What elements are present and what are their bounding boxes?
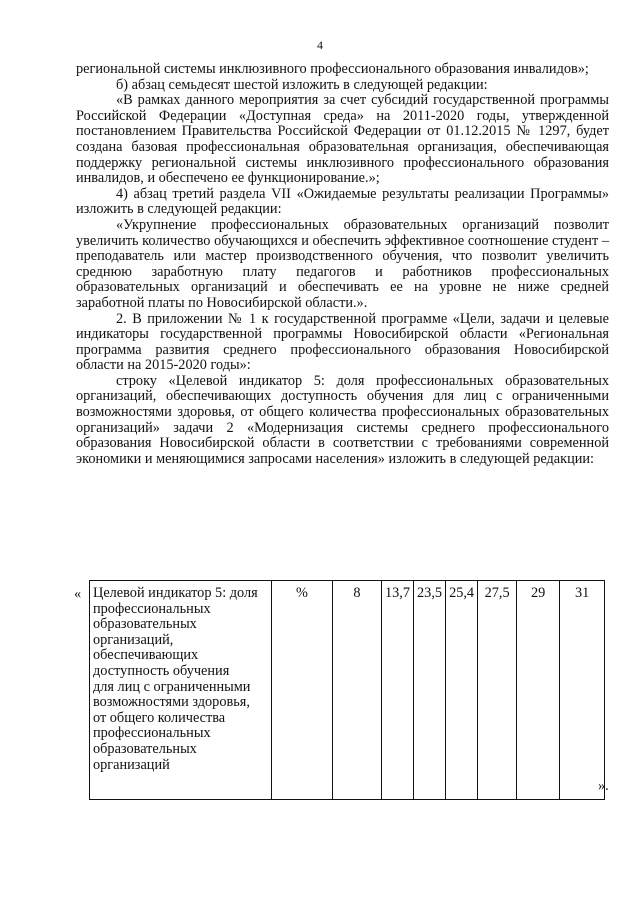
value-cell: 27,5 xyxy=(478,581,517,800)
indicator-name-line: организаций, xyxy=(93,631,174,648)
value-cell: 25,4 xyxy=(446,581,478,800)
indicator-name-line: профессиональных xyxy=(93,600,211,617)
indicator-name-line: доступность обучения xyxy=(93,662,230,679)
indicator-name-line: образовательных xyxy=(93,740,197,757)
table-row xyxy=(90,581,605,800)
value-cell: 8 xyxy=(333,581,382,800)
paragraph-2: б) абзац семьдесят шестой изложить в следующей редакции: xyxy=(116,76,488,93)
paragraph-6: 2. В приложении № 1 к государственной программе «Цели, задачи и целевые индикаторы государственной программы Новосибирской области «Региональная программа развития среднего профессионального образования Новосибирской области на 2015-2020 годы»: xyxy=(76,310,609,374)
opening-quote: « xyxy=(74,586,82,602)
paragraph-4: 4) абзац третий раздела VII «Ожидаемые результаты реализации Программы» изложить в следующей редакции: xyxy=(76,185,609,218)
indicator-name-line: возможностями здоровья, xyxy=(93,694,250,711)
indicator-name-line: Целевой индикатор 5: доля xyxy=(93,585,258,601)
value-cell: 13,7 xyxy=(382,581,414,800)
paragraph-7: строку «Целевой индикатор 5: доля профессиональных образовательных организаций, обеспечивающих доступность обучения для лиц с ограниченными возможностями здоровья, от общего количества профессиональных образовательных организаций» задачи 2 «Модернизация системы среднего профессионального образования Новосибирской области в соответствии с требованиями современной экономики и меняющимися запросами населения» изложить в следующей редакции: xyxy=(76,372,609,467)
value-cell: 29 xyxy=(517,581,560,800)
paragraph-5: «Укрупнение профессиональных образовательных организаций позволит увеличить количество обучающихся и обеспечить эффективное соотношение студент – преподаватель или мастер производственного обучения, что позволит увеличить среднюю заработную плату педагогов и работников профессиональных образовательных организаций и обеспечивать ее на уровне не ниже средней заработной платы по Новосибирской области.». xyxy=(76,216,609,311)
value-cell: 23,5 xyxy=(414,581,446,800)
value-cell: 31 xyxy=(560,581,605,800)
closing-quote: ». xyxy=(598,778,609,794)
indicator-name-line: профессиональных xyxy=(93,725,211,742)
page-number: 4 xyxy=(317,38,323,52)
indicator-name-line: обеспечивающих xyxy=(93,647,199,664)
indicator-table xyxy=(89,580,605,800)
indicator-name-line: для лиц с ограниченными xyxy=(93,678,251,695)
body-text xyxy=(76,62,609,467)
unit-cell: % xyxy=(272,581,333,800)
indicator-name-cell xyxy=(90,581,272,800)
indicator-name-line: от общего количества xyxy=(93,709,226,726)
indicator-name-line: образовательных xyxy=(93,616,197,633)
paragraph-3: «В рамках данного мероприятия за счет субсидий государственной программы Российской Федерации «Доступная среда» на 2011-2020 годы, утвержденной постановлением Правительства Российской Федерации от 01.12.2015 № 1297, будет создана базовая профессиональная образовательная организация, обеспечивающая поддержку региональной системы инклюзивного профессионального образования инвалидов, и обеспечено ее функционирование.»; xyxy=(76,92,609,187)
paragraph-1: региональной системы инклюзивного профессионального образования инвалидов»; xyxy=(76,61,589,77)
indicator-name-line: организаций xyxy=(93,756,170,773)
